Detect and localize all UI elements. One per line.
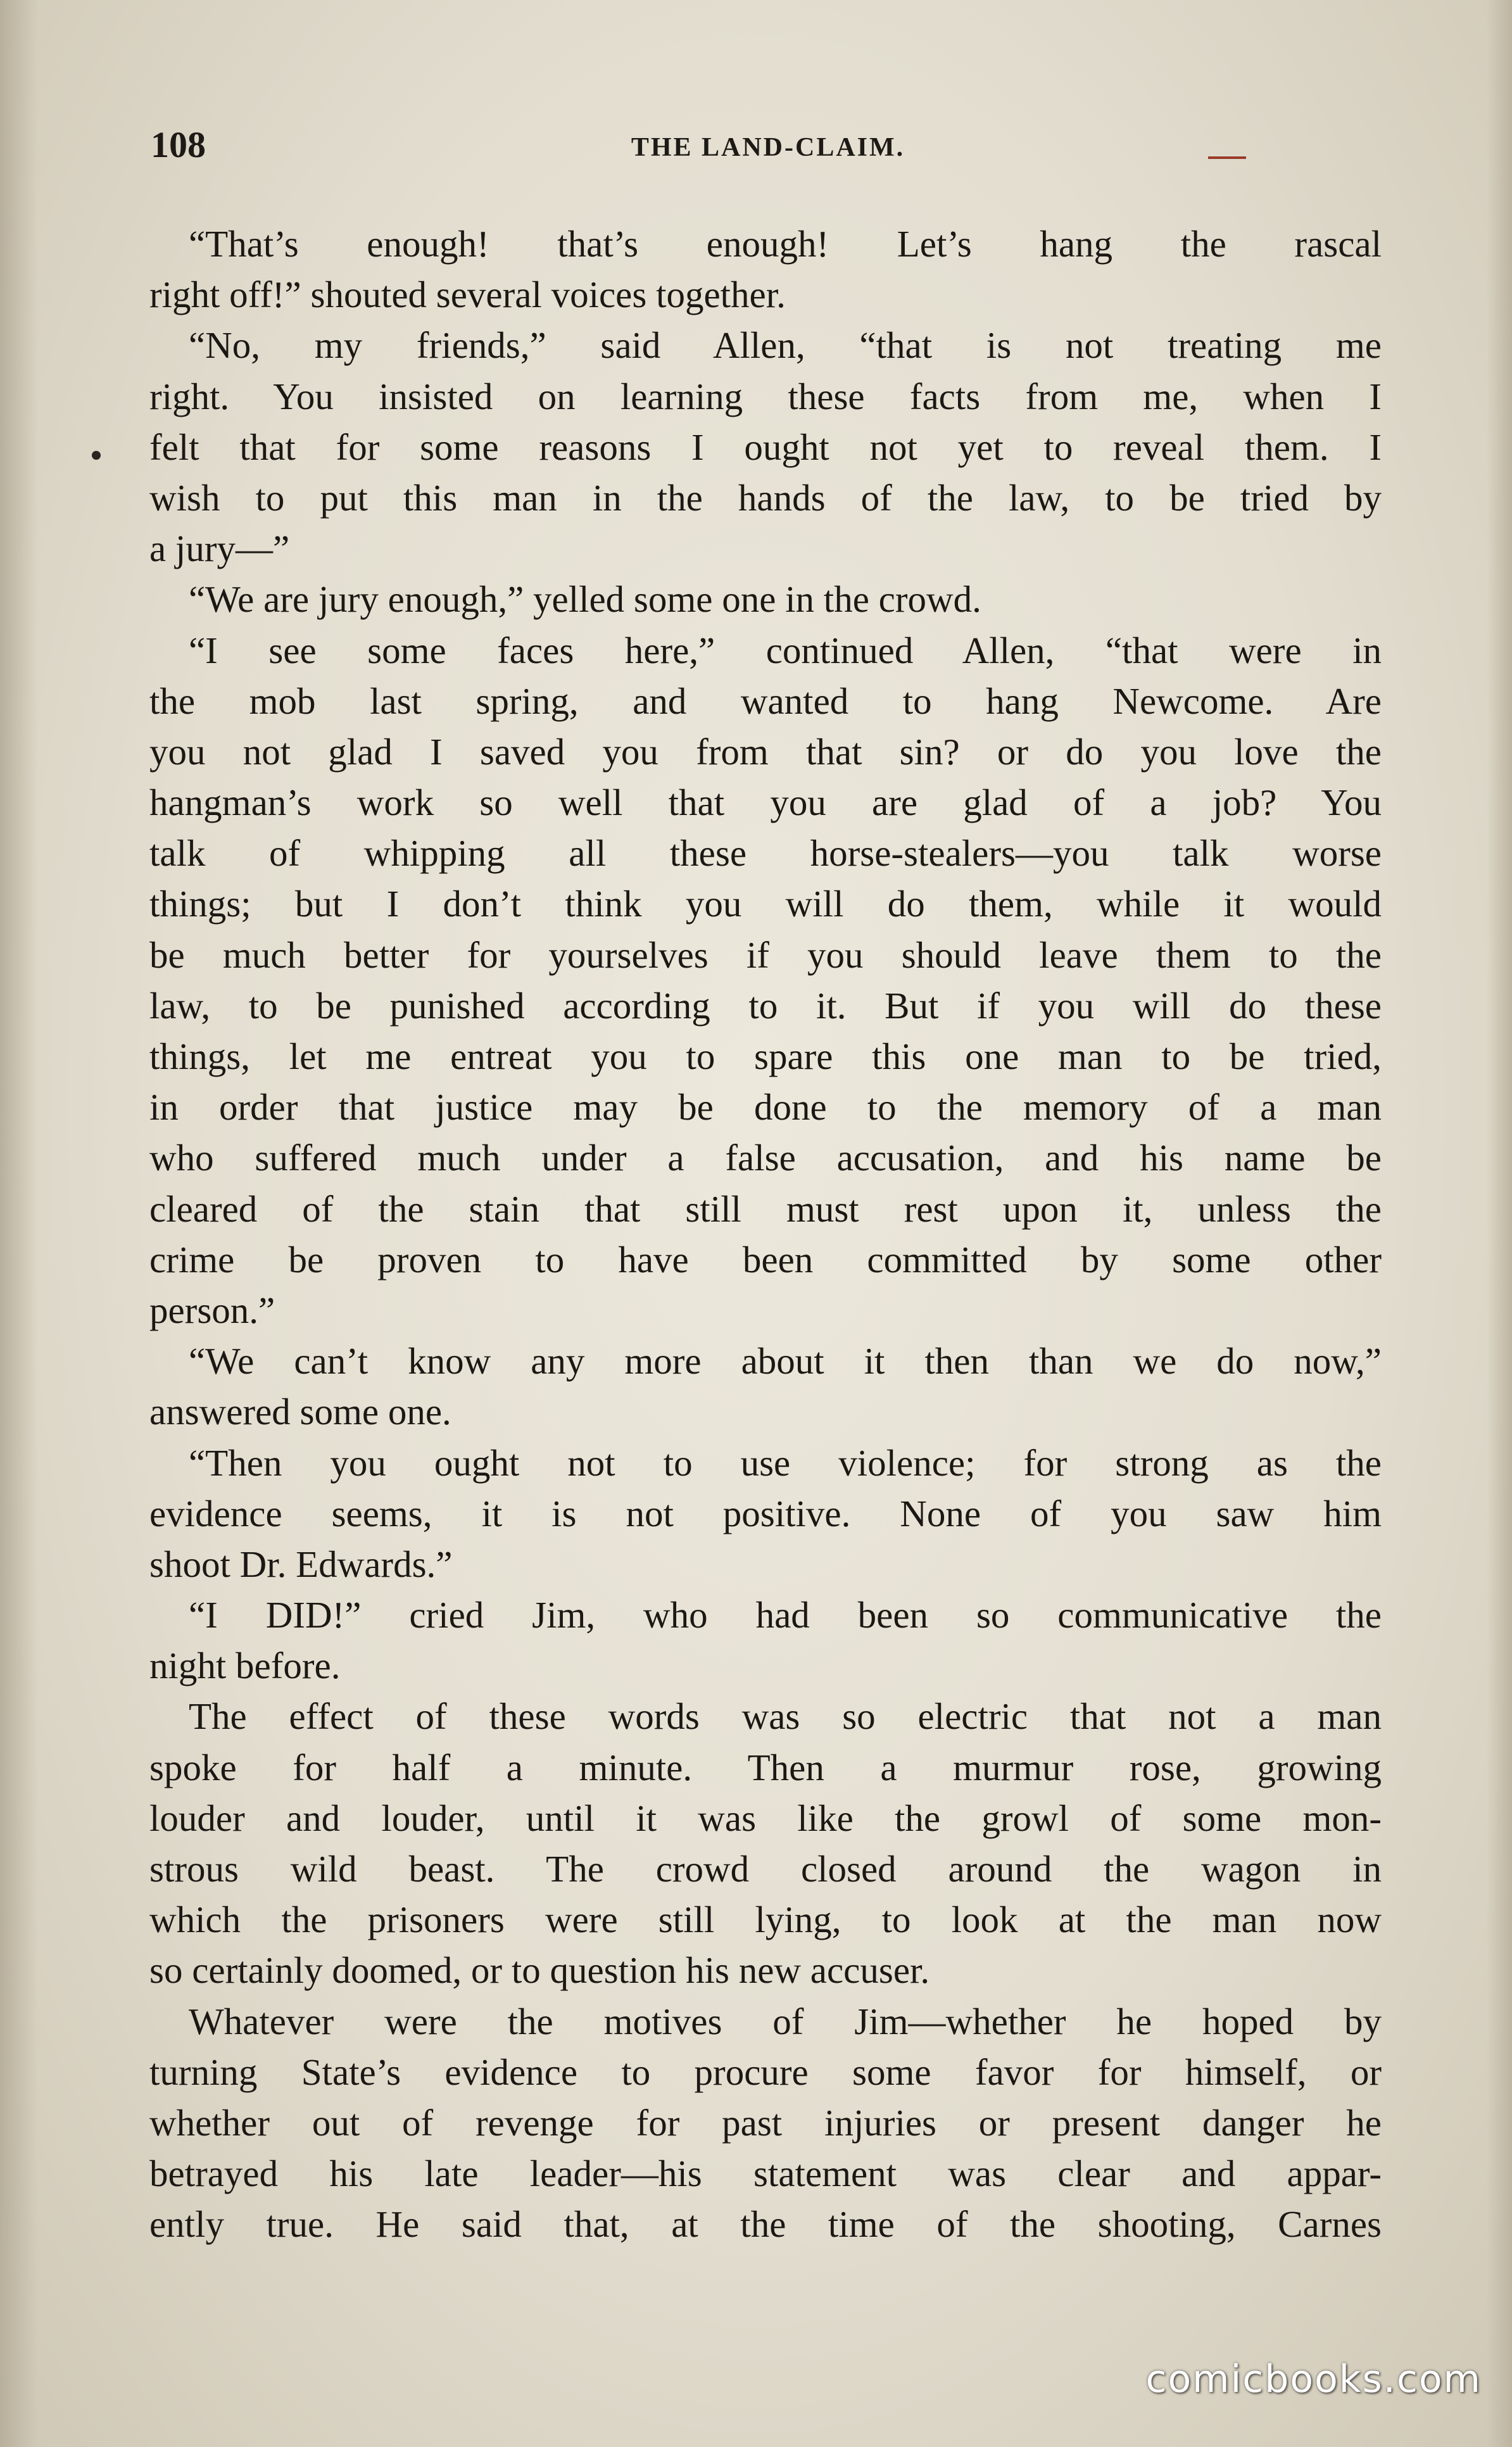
text-line: “I see some faces here,” continued Allen, “that were in: [189, 629, 1382, 671]
page-edge-shadow-right: [1487, 0, 1512, 2447]
text-line: wish to put this man in the hands of the law, to be tried by: [149, 476, 1382, 519]
text-line: talk of whipping all these horse-stealers—you talk worse: [149, 832, 1382, 875]
text-line: the mob last spring, and wanted to hang Newcome. Are: [149, 680, 1382, 722]
header-dash-mark: [1208, 156, 1246, 159]
text-line: you not glad I saved you from that sin? or do you love the: [149, 730, 1382, 773]
text-line: who suffered much under a false accusation, and his name be: [149, 1137, 1382, 1179]
text-line: law, to be punished according to it. But if you will do these: [149, 984, 1382, 1027]
text-line: answered some one.: [149, 1391, 451, 1433]
text-line: spoke for half a minute. Then a murmur rose, growing: [149, 1746, 1382, 1788]
page-header: [151, 123, 1385, 174]
text-line: Whatever were the motives of Jim—whether he hoped by: [189, 2000, 1382, 2042]
running-head: THE LAND-CLAIM.: [631, 133, 905, 162]
text-line: hangman’s work so well that you are glad of a job? You: [149, 781, 1382, 824]
text-line: “We can’t know any more about it then than we do now,”: [189, 1340, 1382, 1382]
text-line: shoot Dr. Edwards.”: [149, 1543, 453, 1585]
text-line: whether out of revenge for past injuries or present danger he: [149, 2101, 1382, 2144]
text-line: in order that justice may be done to the memory of a man: [149, 1086, 1382, 1129]
text-line: person.”: [149, 1289, 275, 1331]
text-line: ently true. He said that, at the time of the shooting, Carnes: [149, 2203, 1382, 2246]
text-line: night before.: [149, 1645, 341, 1687]
text-line: which the prisoners were still lying, to look at the man now: [149, 1899, 1382, 1941]
text-line: felt that for some reasons I ought not yet to reveal them. I: [149, 426, 1382, 468]
margin-ink-dot: [92, 451, 101, 460]
page-body-text: [149, 218, 1382, 2250]
watermark: comicbooks.com: [1145, 2357, 1482, 2401]
text-line: The effect of these words was so electric that not a man: [189, 1695, 1382, 1738]
text-line: things; but I don’t think you will do them, while it would: [149, 883, 1382, 925]
text-line: “No, my friends,” said Allen, “that is not treating me: [189, 324, 1382, 367]
text-line: betrayed his late leader—his statement was clear and appar-: [149, 2153, 1382, 2195]
text-line: louder and louder, until it was like the growl of some mon-: [149, 1797, 1382, 1839]
text-line: strous wild beast. The crowd closed around the wagon in: [149, 1848, 1382, 1890]
text-line: crime be proven to have been committed by some other: [149, 1238, 1382, 1280]
text-line: “Then you ought not to use violence; for strong as the: [189, 1441, 1382, 1484]
text-line: things, let me entreat you to spare this one man to be tried,: [149, 1035, 1382, 1077]
text-line: “We are jury enough,” yelled some one in the crowd.: [189, 578, 981, 621]
text-line: cleared of the stain that still must rest upon it, unless the: [149, 1187, 1382, 1230]
page-number: 108: [151, 124, 206, 165]
page-edge-shadow-left: [0, 0, 38, 2447]
text-line: “I DID!” cried Jim, who had been so communicative the: [189, 1594, 1382, 1636]
text-line: so certainly doomed, or to question his new accuser.: [149, 1949, 930, 1992]
text-line: right off!” shouted several voices together.: [149, 274, 786, 316]
text-line: “That’s enough! that’s enough! Let’s hang the rascal: [189, 223, 1382, 265]
text-line: right. You insisted on learning these facts from me, when I: [149, 375, 1382, 417]
text-line: be much better for yourselves if you should leave them to the: [149, 933, 1382, 976]
text-line: a jury—”: [149, 528, 290, 570]
text-line: turning State’s evidence to procure some favor for himself, or: [149, 2051, 1382, 2093]
text-line: evidence seems, it is not positive. None of you saw him: [149, 1492, 1382, 1534]
